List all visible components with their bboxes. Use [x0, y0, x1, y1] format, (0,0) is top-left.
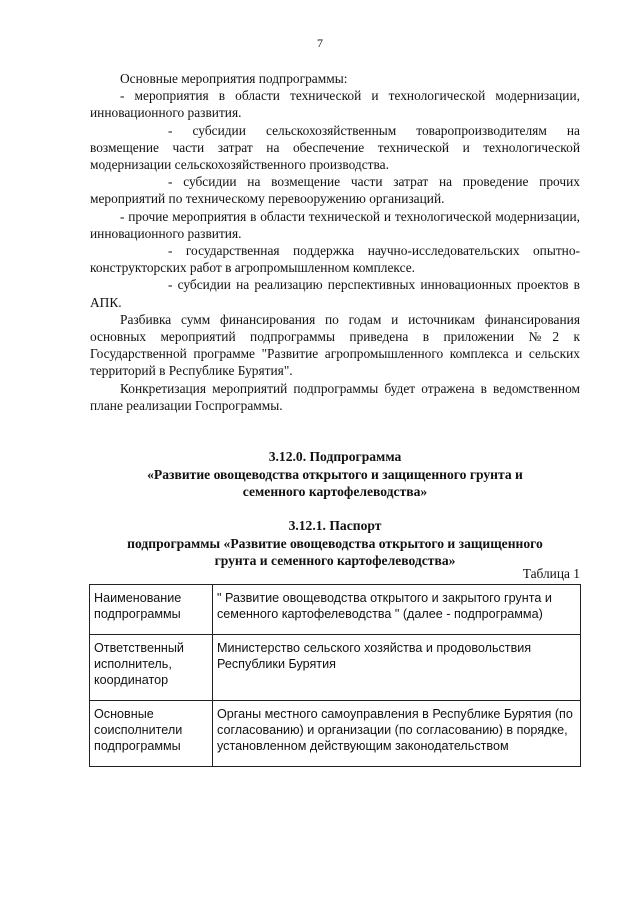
paragraph: - прочие мероприятия в области технической и технологической модернизации, инновационного развития. — [90, 208, 580, 241]
body-text — [90, 70, 580, 414]
paragraph: Конкретизация мероприятий подпрограммы будет отражена в ведомственном плане реализации Госпрограммы. — [90, 380, 580, 413]
paragraph: - субсидии на реализацию перспективных инновационных проектов в АПК. — [90, 277, 580, 310]
row-label: Ответственный исполнитель, координатор — [90, 635, 213, 701]
page-number: 7 — [317, 36, 323, 50]
section-heading-line: «Развитие овощеводства открытого и защищенного грунта и — [147, 466, 523, 482]
passport-heading-line: грунта и семенного картофелеводства» — [214, 553, 456, 568]
paragraph: Основные мероприятия подпрограммы: — [120, 71, 348, 86]
table-caption: Таблица 1 — [522, 566, 580, 581]
passport-heading-line: подпрограммы «Развитие овощеводства открытого и защищенного — [127, 535, 543, 551]
paragraph: - мероприятия в области технической и технологической модернизации, инновационного развития. — [90, 88, 580, 121]
table-row — [90, 635, 581, 701]
passport-heading — [90, 517, 580, 570]
paragraph: - субсидии сельскохозяйственным товаропроизводителям на возмещение части затрат на обеспечение технической и технологической модернизации сельскохозяйственного производства. — [90, 122, 580, 173]
row-value: Органы местного самоуправления в Республике Бурятия (по согласованию) и организации (по согласованию) в порядке, установленном действующим законодательством — [213, 701, 581, 767]
passport-heading-line: 3.12.1. Паспорт — [288, 518, 382, 533]
paragraph: Разбивка сумм финансирования по годам и источникам финансирования основных мероприятий подпрограммы приведена в приложении №2 к Государственной программе "Развитие агропромышленного комплекса и сельских территорий в Республике Бурятия". — [90, 311, 580, 379]
table-row — [90, 585, 581, 635]
passport-table — [89, 584, 581, 767]
section-heading — [90, 448, 580, 501]
section-heading-line: 3.12.0. Подпрограмма — [268, 449, 402, 464]
row-label: Наименование подпрограммы — [90, 585, 213, 635]
section-heading-line: семенного картофелеводства» — [242, 484, 428, 499]
row-label: Основные соисполнители подпрограммы — [90, 701, 213, 767]
paragraph: - государственная поддержка научно-исследовательских опытно-конструкторских работ в агропромышленном комплексе. — [90, 243, 580, 276]
row-value: Министерство сельского хозяйства и продовольствия Республики Бурятия — [213, 635, 581, 701]
table-row — [90, 701, 581, 767]
row-value: " Развитие овощеводства открытого и закрытого грунта и семенного картофелеводства " (далее - подпрограмма) — [213, 585, 581, 635]
paragraph: - субсидии на возмещение части затрат на проведение прочих мероприятий по техническому перевооружению организаций. — [90, 174, 580, 207]
